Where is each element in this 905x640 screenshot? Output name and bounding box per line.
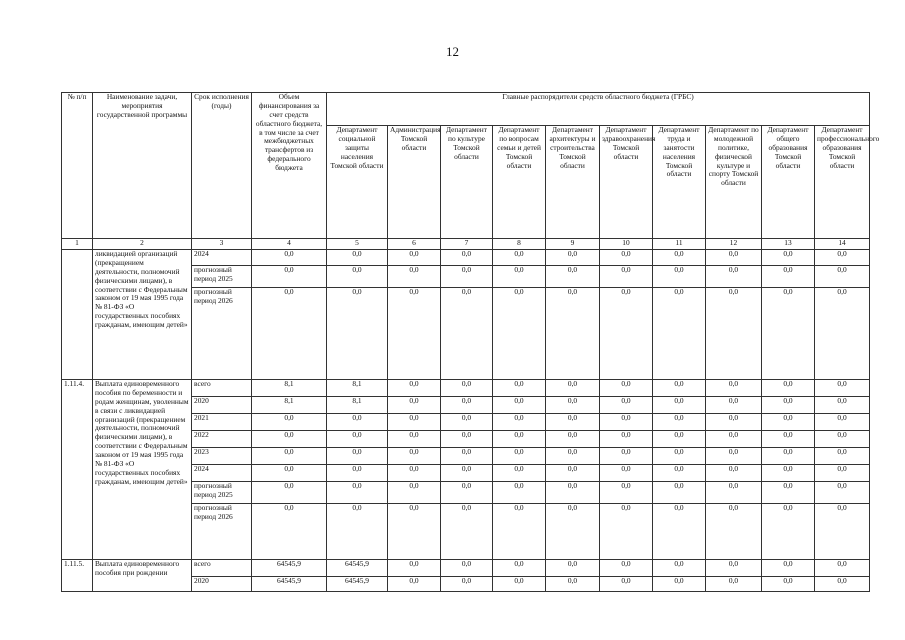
term-cell: всего — [192, 380, 252, 397]
grbs-value-cell: 0,0 — [441, 380, 493, 397]
grbs-value-cell: 0,0 — [762, 482, 815, 504]
grbs-value-cell: 0,0 — [762, 380, 815, 397]
header-grbs-3: Департамент по культуре Томской области — [441, 126, 493, 239]
grbs-value-cell: 0,0 — [600, 414, 653, 431]
grbs-value-cell: 0,0 — [493, 504, 546, 560]
grbs-value-cell: 0,0 — [815, 482, 870, 504]
grbs-value-cell: 0,0 — [493, 250, 546, 266]
grbs-value-cell: 0,0 — [706, 288, 762, 380]
term-cell: прогнозный период 2025 — [192, 482, 252, 504]
grbs-value-cell: 0,0 — [706, 482, 762, 504]
header-grbs-title: Главные распорядители средств областного бюджета (ГРБС) — [327, 93, 870, 126]
grbs-value-cell: 0,0 — [327, 504, 388, 560]
grbs-value-cell: 0,0 — [493, 560, 546, 577]
grbs-value-cell: 0,0 — [327, 431, 388, 448]
grbs-value-cell: 0,0 — [327, 250, 388, 266]
grbs-value-cell: 64545,9 — [327, 560, 388, 577]
header-no: № п/п — [62, 93, 93, 239]
task-name: Выплата единовременного пособия по беременности и родам женщинам, уволенным в связи с ликвидацией организаций (прекращением деятельности, полномочий физическими лицами), в соответствии с Федеральным законом от 19 мая 1995 года № 81-ФЗ «О государственных пособиях гражданам, имеющим детей» — [93, 380, 192, 560]
grbs-value-cell: 0,0 — [653, 250, 706, 266]
grbs-value-cell: 0,0 — [815, 288, 870, 380]
grbs-value-cell: 0,0 — [653, 577, 706, 592]
grbs-value-cell: 0,0 — [546, 431, 600, 448]
grbs-value-cell: 0,0 — [706, 250, 762, 266]
column-number: 8 — [493, 239, 546, 250]
grbs-value-cell: 0,0 — [388, 560, 441, 577]
grbs-value-cell: 0,0 — [815, 266, 870, 288]
grbs-value-cell: 0,0 — [653, 288, 706, 380]
grbs-value-cell: 8,1 — [327, 380, 388, 397]
grbs-value-cell: 0,0 — [706, 448, 762, 465]
volume-cell: 0,0 — [252, 250, 327, 266]
header-term: Срок исполнения (годы) — [192, 93, 252, 239]
table-row — [62, 560, 870, 577]
grbs-value-cell: 0,0 — [388, 448, 441, 465]
grbs-value-cell: 0,0 — [815, 380, 870, 397]
column-number: 14 — [815, 239, 870, 250]
grbs-value-cell: 0,0 — [388, 482, 441, 504]
grbs-value-cell: 0,0 — [762, 577, 815, 592]
volume-cell: 0,0 — [252, 288, 327, 380]
grbs-value-cell: 0,0 — [546, 577, 600, 592]
grbs-value-cell: 0,0 — [493, 288, 546, 380]
grbs-value-cell: 0,0 — [706, 560, 762, 577]
grbs-value-cell: 0,0 — [493, 577, 546, 592]
volume-cell: 0,0 — [252, 431, 327, 448]
grbs-value-cell: 0,0 — [493, 266, 546, 288]
term-cell: 2024 — [192, 250, 252, 266]
header-grbs-2: Администрация Томской области — [388, 126, 441, 239]
grbs-value-cell: 0,0 — [493, 465, 546, 482]
column-number: 4 — [252, 239, 327, 250]
table-row — [62, 250, 870, 266]
grbs-value-cell: 0,0 — [653, 266, 706, 288]
grbs-value-cell: 0,0 — [441, 431, 493, 448]
grbs-value-cell: 0,0 — [441, 266, 493, 288]
header-grbs-1: Департамент социальной защиты населения Томской области — [327, 126, 388, 239]
grbs-value-cell: 0,0 — [546, 266, 600, 288]
grbs-value-cell: 0,0 — [493, 414, 546, 431]
grbs-value-cell: 0,0 — [762, 560, 815, 577]
grbs-value-cell: 0,0 — [600, 504, 653, 560]
grbs-value-cell: 0,0 — [441, 577, 493, 592]
header-grbs-5: Департамент архитектуры и строительства Томской области — [546, 126, 600, 239]
term-cell: 2024 — [192, 465, 252, 482]
grbs-value-cell: 8,1 — [327, 397, 388, 414]
column-number: 1 — [62, 239, 93, 250]
grbs-value-cell: 0,0 — [600, 577, 653, 592]
grbs-value-cell: 0,0 — [327, 482, 388, 504]
grbs-value-cell: 0,0 — [762, 397, 815, 414]
column-number: 12 — [706, 239, 762, 250]
column-number: 13 — [762, 239, 815, 250]
volume-cell: 0,0 — [252, 482, 327, 504]
term-cell: прогнозный период 2026 — [192, 504, 252, 560]
grbs-value-cell: 0,0 — [706, 577, 762, 592]
column-number: 7 — [441, 239, 493, 250]
grbs-value-cell: 0,0 — [815, 577, 870, 592]
grbs-value-cell: 0,0 — [493, 431, 546, 448]
grbs-value-cell: 0,0 — [815, 250, 870, 266]
header-grbs-4: Департамент по вопросам семьи и детей Томской области — [493, 126, 546, 239]
grbs-value-cell: 0,0 — [388, 397, 441, 414]
volume-cell: 64545,9 — [252, 577, 327, 592]
grbs-value-cell: 0,0 — [388, 414, 441, 431]
term-cell: 2023 — [192, 448, 252, 465]
grbs-value-cell: 0,0 — [546, 288, 600, 380]
volume-cell: 0,0 — [252, 465, 327, 482]
grbs-value-cell: 0,0 — [600, 266, 653, 288]
grbs-value-cell: 0,0 — [706, 414, 762, 431]
grbs-value-cell: 0,0 — [762, 504, 815, 560]
grbs-value-cell: 0,0 — [815, 431, 870, 448]
grbs-value-cell: 0,0 — [546, 482, 600, 504]
grbs-value-cell: 0,0 — [815, 397, 870, 414]
grbs-value-cell: 0,0 — [815, 414, 870, 431]
grbs-value-cell: 0,0 — [706, 504, 762, 560]
grbs-value-cell: 0,0 — [327, 448, 388, 465]
grbs-value-cell: 0,0 — [546, 560, 600, 577]
grbs-value-cell: 0,0 — [546, 380, 600, 397]
volume-cell: 0,0 — [252, 448, 327, 465]
grbs-value-cell: 0,0 — [600, 250, 653, 266]
grbs-value-cell: 0,0 — [762, 414, 815, 431]
grbs-value-cell: 0,0 — [493, 380, 546, 397]
volume-cell: 8,1 — [252, 380, 327, 397]
grbs-value-cell: 0,0 — [762, 448, 815, 465]
grbs-value-cell: 0,0 — [388, 266, 441, 288]
volume-cell: 0,0 — [252, 414, 327, 431]
grbs-value-cell: 0,0 — [546, 397, 600, 414]
grbs-value-cell: 0,0 — [706, 431, 762, 448]
grbs-value-cell: 0,0 — [441, 397, 493, 414]
page-number: 12 — [446, 44, 459, 59]
grbs-value-cell: 0,0 — [653, 504, 706, 560]
grbs-value-cell: 0,0 — [441, 414, 493, 431]
grbs-value-cell: 0,0 — [600, 448, 653, 465]
header-task: Наименование задачи, мероприятия государственной программы — [93, 93, 192, 239]
grbs-value-cell: 0,0 — [653, 448, 706, 465]
grbs-value-cell: 0,0 — [388, 431, 441, 448]
term-cell: 2021 — [192, 414, 252, 431]
grbs-value-cell: 0,0 — [546, 414, 600, 431]
term-cell: 2020 — [192, 577, 252, 592]
grbs-value-cell: 0,0 — [493, 397, 546, 414]
column-number: 3 — [192, 239, 252, 250]
column-number: 5 — [327, 239, 388, 250]
grbs-value-cell: 0,0 — [600, 431, 653, 448]
grbs-value-cell: 0,0 — [388, 577, 441, 592]
grbs-value-cell: 0,0 — [653, 465, 706, 482]
grbs-value-cell: 0,0 — [441, 560, 493, 577]
column-number: 11 — [653, 239, 706, 250]
grbs-value-cell: 0,0 — [388, 288, 441, 380]
column-number: 10 — [600, 239, 653, 250]
financing-table — [61, 92, 880, 592]
row-number — [62, 250, 93, 380]
grbs-value-cell: 0,0 — [653, 414, 706, 431]
grbs-value-cell: 0,0 — [327, 266, 388, 288]
grbs-value-cell: 0,0 — [327, 288, 388, 380]
grbs-value-cell: 0,0 — [388, 380, 441, 397]
row-number: 1.11.5. — [62, 560, 93, 592]
grbs-value-cell: 0,0 — [388, 250, 441, 266]
grbs-value-cell: 64545,9 — [327, 577, 388, 592]
table-row — [62, 380, 870, 397]
grbs-value-cell: 0,0 — [653, 397, 706, 414]
grbs-value-cell: 0,0 — [600, 560, 653, 577]
term-cell: прогнозный период 2026 — [192, 288, 252, 380]
grbs-value-cell: 0,0 — [600, 380, 653, 397]
header-grbs-6: Департамент здравоохранения Томской области — [600, 126, 653, 239]
header-grbs-8: Департамент по молодежной политике, физической культуре и спорту Томской области — [706, 126, 762, 239]
grbs-value-cell: 0,0 — [653, 431, 706, 448]
grbs-value-cell: 0,0 — [546, 465, 600, 482]
term-cell: 2022 — [192, 431, 252, 448]
grbs-value-cell: 0,0 — [653, 560, 706, 577]
grbs-value-cell: 0,0 — [441, 288, 493, 380]
grbs-value-cell: 0,0 — [815, 560, 870, 577]
grbs-value-cell: 0,0 — [600, 465, 653, 482]
grbs-value-cell: 0,0 — [441, 250, 493, 266]
grbs-value-cell: 0,0 — [546, 250, 600, 266]
grbs-value-cell: 0,0 — [600, 482, 653, 504]
volume-cell: 8,1 — [252, 397, 327, 414]
grbs-value-cell: 0,0 — [493, 482, 546, 504]
grbs-value-cell: 0,0 — [600, 288, 653, 380]
grbs-value-cell: 0,0 — [762, 288, 815, 380]
grbs-value-cell: 0,0 — [653, 380, 706, 397]
grbs-value-cell: 0,0 — [815, 504, 870, 560]
row-number: 1.11.4. — [62, 380, 93, 560]
volume-cell: 0,0 — [252, 266, 327, 288]
grbs-value-cell: 0,0 — [762, 250, 815, 266]
header-grbs-7: Департамент труда и занятости населения Томской области — [653, 126, 706, 239]
grbs-value-cell: 0,0 — [815, 465, 870, 482]
volume-cell: 64545,9 — [252, 560, 327, 577]
volume-cell: 0,0 — [252, 504, 327, 560]
grbs-value-cell: 0,0 — [706, 266, 762, 288]
task-name: Выплата единовременного пособия при рождении — [93, 560, 192, 592]
grbs-value-cell: 0,0 — [815, 448, 870, 465]
grbs-value-cell: 0,0 — [327, 414, 388, 431]
grbs-value-cell: 0,0 — [327, 465, 388, 482]
grbs-value-cell: 0,0 — [546, 448, 600, 465]
grbs-value-cell: 0,0 — [388, 504, 441, 560]
column-number: 2 — [93, 239, 192, 250]
grbs-value-cell: 0,0 — [441, 482, 493, 504]
term-cell: 2020 — [192, 397, 252, 414]
grbs-value-cell: 0,0 — [600, 397, 653, 414]
column-numbers-row — [62, 239, 870, 250]
grbs-value-cell: 0,0 — [441, 448, 493, 465]
column-number: 6 — [388, 239, 441, 250]
grbs-value-cell: 0,0 — [388, 465, 441, 482]
term-cell: всего — [192, 560, 252, 577]
header-grbs-9: Департамент общего образования Томской области — [762, 126, 815, 239]
header-volume: Объем финансирования за счет средств областного бюджета, в том числе за счет межбюджетных трансфертов из федерального бюджета — [252, 93, 327, 239]
grbs-value-cell: 0,0 — [762, 431, 815, 448]
grbs-value-cell: 0,0 — [706, 397, 762, 414]
grbs-value-cell: 0,0 — [706, 380, 762, 397]
grbs-value-cell: 0,0 — [762, 465, 815, 482]
term-cell: прогнозный период 2025 — [192, 266, 252, 288]
task-name: ликвидацией организаций (прекращением деятельности, полномочий физическими лицами), в соответствии с Федеральным законом от 19 мая 1995 года № 81-ФЗ «О государственных пособиях гражданам, имеющим детей» — [93, 250, 192, 380]
grbs-value-cell: 0,0 — [493, 448, 546, 465]
header-grbs-10: Департамент профессионального образования Томской области — [815, 126, 870, 239]
column-number: 9 — [546, 239, 600, 250]
grbs-value-cell: 0,0 — [706, 465, 762, 482]
grbs-value-cell: 0,0 — [546, 504, 600, 560]
grbs-value-cell: 0,0 — [653, 482, 706, 504]
grbs-value-cell: 0,0 — [441, 504, 493, 560]
grbs-value-cell: 0,0 — [762, 266, 815, 288]
grbs-value-cell: 0,0 — [441, 465, 493, 482]
